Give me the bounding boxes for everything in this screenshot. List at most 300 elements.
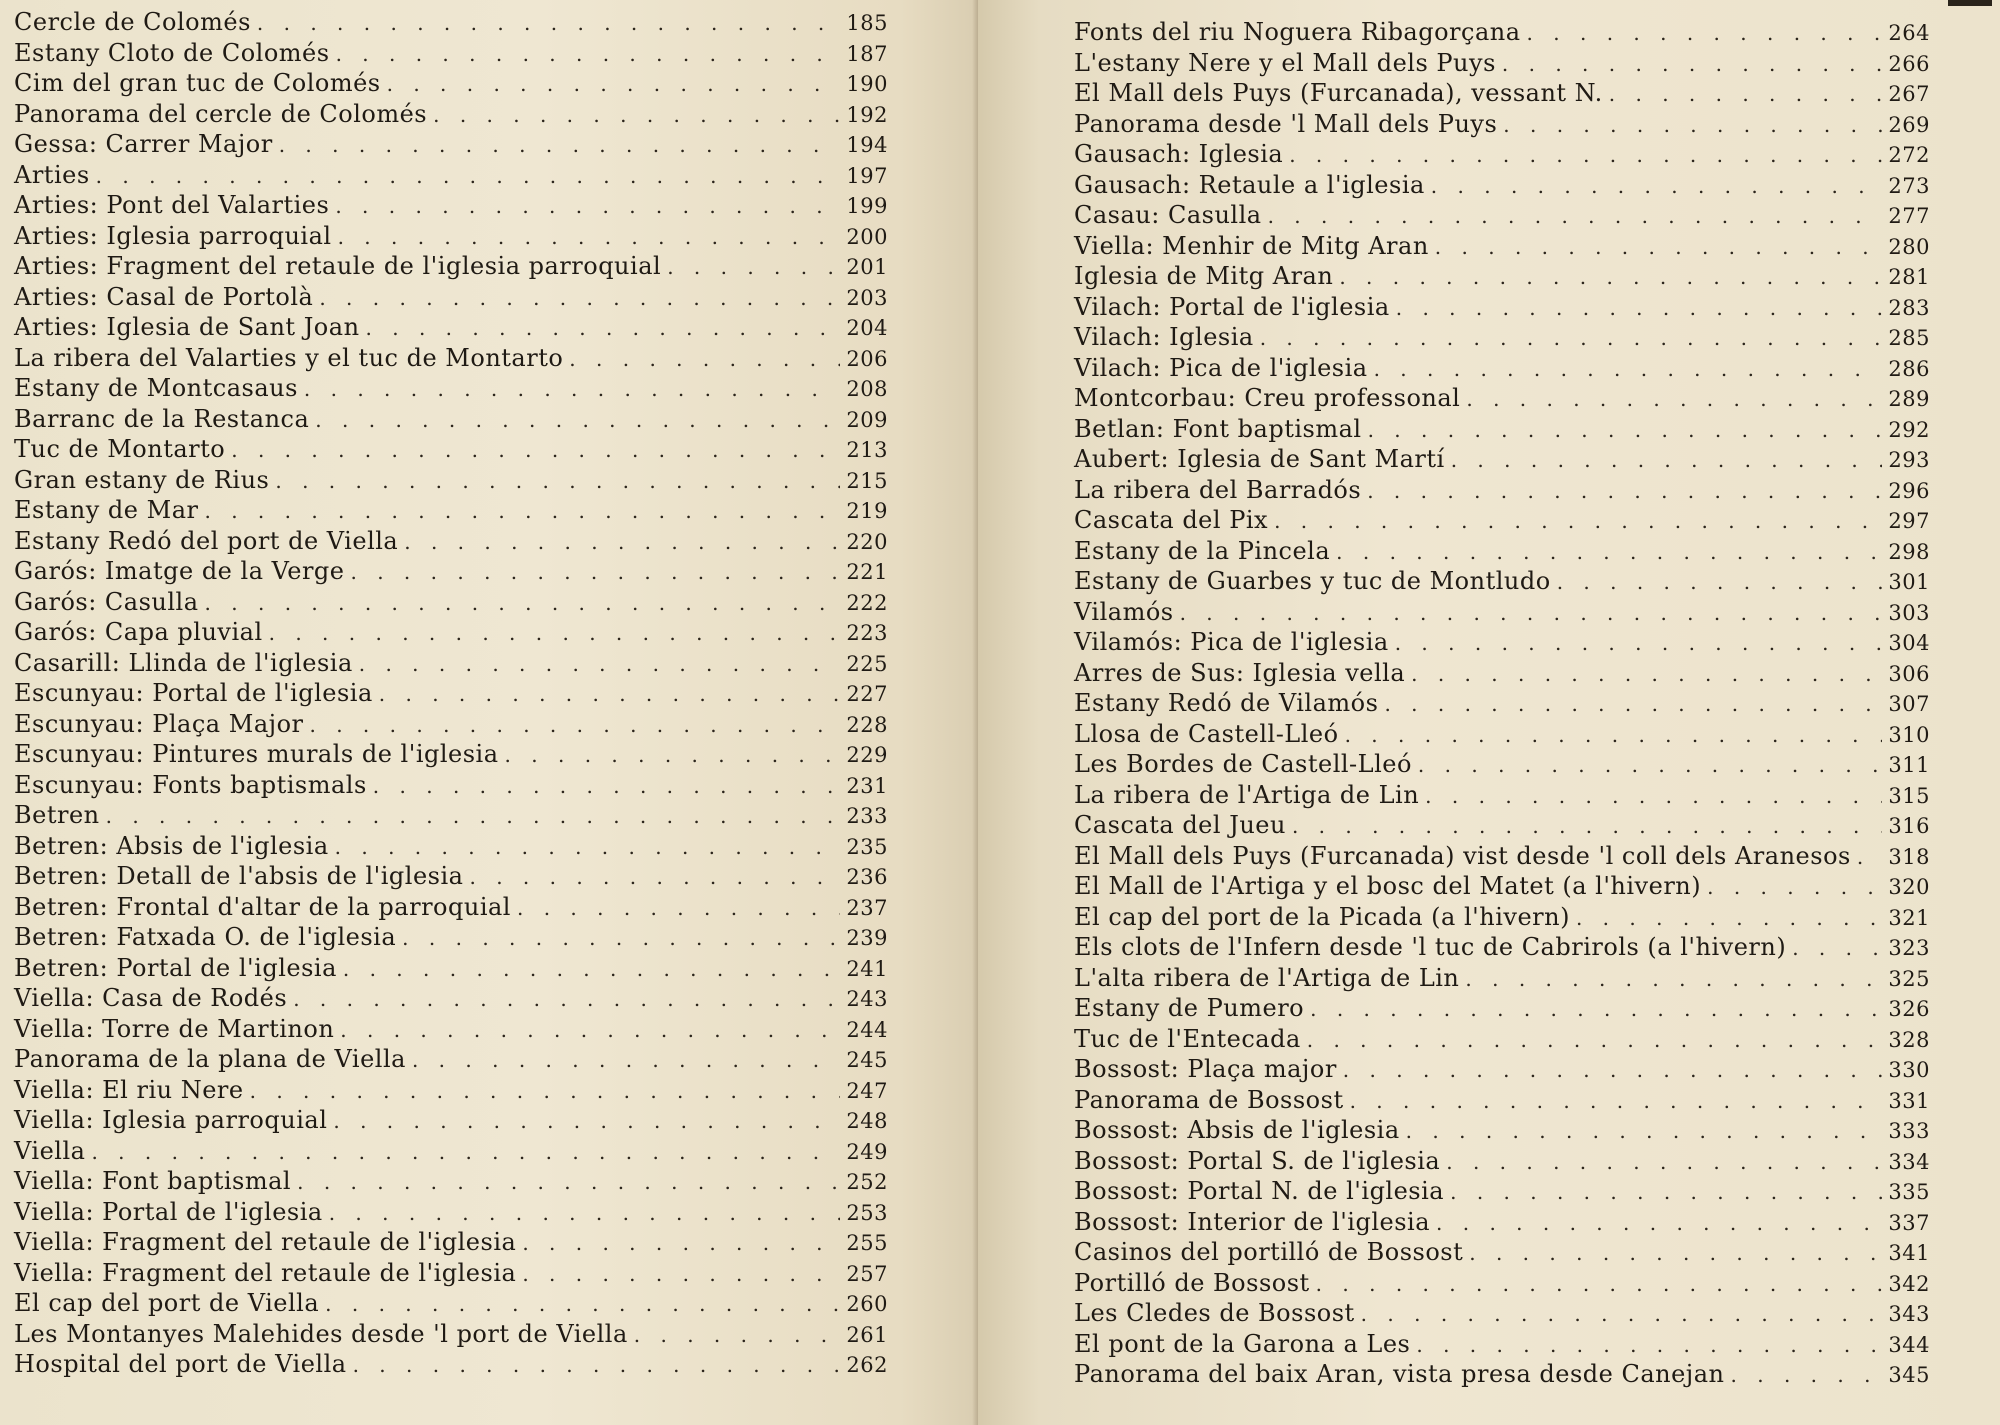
- dot-leader: [1396, 296, 1882, 320]
- entry-page-number: 331: [1888, 1088, 1930, 1113]
- dot-leader: [257, 11, 840, 35]
- entry-title: Cercle de Colomés: [14, 8, 251, 36]
- entry-title: Vilamós: [1074, 597, 1174, 626]
- toc-entry: [14, 435, 888, 466]
- dot-leader: [1180, 601, 1882, 625]
- entry-page-number: 261: [846, 1322, 888, 1347]
- toc-entry: [1074, 262, 1930, 293]
- toc-entry: [14, 740, 888, 771]
- toc-entry: [1074, 171, 1930, 202]
- dot-leader: [340, 1018, 840, 1042]
- toc-entry: [1074, 994, 1930, 1025]
- entry-page-number: 283: [1888, 295, 1930, 320]
- dot-leader: [359, 652, 840, 676]
- dot-leader: [335, 194, 840, 218]
- entry-title: L'alta ribera de l'Artiga de Lin: [1074, 963, 1460, 992]
- entry-title: Montcorbau: Creu professonal: [1074, 384, 1461, 412]
- entry-page-number: 213: [846, 438, 888, 462]
- entry-page-number: 197: [846, 163, 888, 188]
- entry-page-number: 298: [1888, 539, 1930, 564]
- entry-title: Casarill: Llinda de l'iglesia: [14, 648, 353, 677]
- corner-mark: [1948, 0, 1992, 6]
- dot-leader: [517, 896, 840, 920]
- entry-page-number: 280: [1888, 234, 1930, 259]
- toc-entry: [1074, 1055, 1930, 1086]
- toc-entry: [14, 100, 888, 131]
- dot-leader: [279, 133, 840, 157]
- dot-leader: [505, 743, 840, 767]
- dot-leader: [353, 1353, 840, 1377]
- entry-title: Escunyau: Fonts baptismals: [14, 770, 367, 799]
- toc-entry: [1074, 933, 1930, 964]
- entry-page-number: 343: [1888, 1302, 1930, 1326]
- entry-title: Gausach: Iglesia: [1074, 140, 1284, 168]
- entry-title: Vilamós: Pica de l'iglesia: [1074, 628, 1389, 656]
- toc-entry: [1074, 1147, 1930, 1178]
- dot-leader: [1503, 113, 1882, 137]
- entry-page-number: 344: [1888, 1332, 1930, 1357]
- entry-page-number: 245: [846, 1048, 888, 1072]
- toc-entry: [1074, 1299, 1930, 1330]
- entry-title: Viella: Torre de Martinon: [14, 1014, 335, 1043]
- toc-entry: [14, 1228, 888, 1259]
- entry-page-number: 303: [1888, 600, 1930, 625]
- toc-entry: [1074, 110, 1930, 141]
- entry-page-number: 272: [1888, 143, 1930, 167]
- toc-entry: [14, 1198, 888, 1229]
- dot-leader: [1576, 906, 1882, 930]
- entry-page-number: 192: [846, 102, 888, 127]
- entry-page-number: 328: [1888, 1027, 1930, 1052]
- entry-title: Arties: [14, 160, 90, 189]
- left-page: [0, 0, 978, 1425]
- dot-leader: [1336, 540, 1882, 564]
- toc-entry: [1074, 720, 1930, 751]
- entry-title: Viella: Menhir de Mitg Aran: [1074, 231, 1429, 260]
- entry-page-number: 194: [846, 133, 888, 157]
- toc-entry: [1074, 781, 1930, 812]
- entry-page-number: 235: [846, 834, 888, 859]
- toc-entry: [1074, 872, 1930, 903]
- dot-leader: [1268, 204, 1882, 228]
- toc-entry: [14, 283, 888, 314]
- entry-page-number: 335: [1888, 1180, 1930, 1204]
- entry-title: Casau: Casulla: [1074, 201, 1262, 229]
- toc-entry: [1074, 964, 1930, 995]
- dot-leader: [1418, 753, 1882, 777]
- toc-entry: [14, 496, 888, 527]
- dot-leader: [336, 42, 840, 66]
- entry-title: Gran estany de Rius: [14, 465, 270, 494]
- entry-title: Hospital del port de Viella: [14, 1350, 347, 1378]
- dot-leader: [1411, 662, 1882, 686]
- dot-leader: [1339, 265, 1882, 289]
- entry-title: Arties: Casal de Portolà: [14, 282, 314, 311]
- entry-title: Estany de Montcasaus: [14, 374, 298, 402]
- dot-leader: [412, 1048, 840, 1072]
- entry-page-number: 248: [846, 1109, 888, 1133]
- toc-entry: [1074, 506, 1930, 537]
- dot-leader: [1316, 1272, 1882, 1296]
- dot-leader: [275, 469, 840, 493]
- entry-page-number: 306: [1888, 661, 1930, 686]
- entry-page-number: 334: [1888, 1149, 1930, 1174]
- dot-leader: [1406, 1119, 1882, 1143]
- entry-title: Cascata del Jueu: [1074, 811, 1286, 839]
- entry-page-number: 304: [1888, 631, 1930, 655]
- entry-page-number: 264: [1888, 21, 1930, 45]
- dot-leader: [1527, 21, 1882, 45]
- entry-title: Les Montanyes Malehides desde 'l port de Viella: [14, 1319, 628, 1348]
- dot-leader: [205, 591, 840, 615]
- toc-entry: [14, 1137, 888, 1168]
- toc-entry: [1074, 567, 1930, 598]
- entry-title: Garós: Imatge de la Verge: [14, 557, 345, 585]
- entry-page-number: 318: [1888, 844, 1930, 869]
- entry-page-number: 321: [1888, 905, 1930, 930]
- toc-entry: [14, 984, 888, 1015]
- entry-title: Arres de Sus: Iglesia vella: [1074, 658, 1406, 687]
- dot-leader: [310, 713, 841, 737]
- dot-leader: [1384, 692, 1882, 716]
- entry-title: Vilach: Iglesia: [1074, 323, 1254, 351]
- entry-page-number: 255: [846, 1231, 888, 1255]
- entry-page-number: 200: [846, 224, 888, 249]
- dot-leader: [1374, 357, 1882, 381]
- dot-leader: [343, 957, 840, 981]
- entry-page-number: 273: [1888, 173, 1930, 198]
- toc-entry: [14, 801, 888, 832]
- entry-title: Arties: Iglesia parroquial: [14, 221, 332, 250]
- entry-title: Arties: Iglesia de Sant Joan: [14, 313, 360, 341]
- toc-entry: [14, 923, 888, 954]
- entry-title: Bossost: Portal S. de l'iglesia: [1074, 1146, 1441, 1175]
- toc-entry: [14, 1350, 888, 1381]
- toc-entry: [14, 69, 888, 100]
- toc-entry: [1074, 842, 1930, 873]
- dot-leader: [1502, 52, 1882, 76]
- toc-entry: [1074, 689, 1930, 720]
- entry-title: Panorama de la plana de Viella: [14, 1045, 406, 1073]
- dot-leader: [1310, 997, 1882, 1021]
- entry-title: L'estany Nere y el Mall dels Puys: [1074, 48, 1496, 77]
- dot-leader: [1857, 845, 1882, 869]
- dot-leader: [315, 408, 840, 432]
- toc-entry: [14, 1259, 888, 1290]
- dot-leader: [338, 225, 840, 249]
- dot-leader: [1395, 631, 1882, 655]
- dot-leader: [250, 1079, 840, 1103]
- entry-title: Vilach: Portal de l'iglesia: [1074, 292, 1390, 321]
- toc-entry: [1074, 415, 1930, 446]
- dot-leader: [634, 1323, 840, 1347]
- dot-leader: [387, 72, 840, 96]
- dot-leader: [297, 1170, 840, 1194]
- entry-page-number: 228: [846, 712, 888, 737]
- entry-page-number: 320: [1888, 875, 1930, 899]
- entry-title: Llosa de Castell-Lleó: [1074, 719, 1339, 748]
- entry-title: Viella: Fragment del retaule de l'iglesia: [14, 1258, 517, 1287]
- dot-leader: [1260, 326, 1882, 350]
- toc-entry: [14, 252, 888, 283]
- entry-title: Viella: Casa de Rodés: [14, 984, 288, 1012]
- toc-entry: [1074, 1360, 1930, 1391]
- toc-entry: [14, 39, 888, 70]
- entry-title: Betren: Frontal d'altar de la parroquial: [14, 892, 511, 921]
- toc-entry: [1074, 659, 1930, 690]
- entry-title: Escunyau: Plaça Major: [14, 709, 304, 738]
- entry-page-number: 269: [1888, 112, 1930, 137]
- toc-entry: [1074, 232, 1930, 263]
- toc-entry: [14, 344, 888, 375]
- entry-title: Els clots de l'Infern desde 'l tuc de Cabrirols (a l'hivern): [1074, 933, 1787, 961]
- toc-entry: [14, 1106, 888, 1137]
- entry-title: Betren: Detall de l'absis de l'iglesia: [14, 862, 464, 890]
- toc-entry: [14, 466, 888, 497]
- entry-title: La ribera del Valarties y el tuc de Montarto: [14, 343, 564, 372]
- entry-page-number: 333: [1888, 1119, 1930, 1143]
- entry-page-number: 227: [846, 682, 888, 706]
- toc-entry: [14, 710, 888, 741]
- entry-title: La ribera de l'Artiga de Lin: [1074, 780, 1420, 809]
- right-entry-list: [1074, 18, 1930, 1391]
- toc-entry: [1074, 79, 1930, 110]
- entry-title: Tuc de Montarto: [14, 435, 226, 463]
- toc-entry: [14, 771, 888, 802]
- entry-page-number: 257: [846, 1261, 888, 1286]
- dot-leader: [1431, 174, 1882, 198]
- dot-leader: [433, 103, 840, 127]
- entry-title: El cap del port de la Picada (a l'hivern): [1074, 902, 1570, 931]
- toc-entry: [1074, 201, 1930, 232]
- toc-entry: [1074, 1208, 1930, 1239]
- toc-entry: [1074, 1025, 1930, 1056]
- toc-entry: [14, 862, 888, 893]
- entry-title: Estany de Mar: [14, 496, 199, 524]
- entry-title: Panorama de Bossost: [1074, 1085, 1344, 1114]
- toc-entry: [1074, 750, 1930, 781]
- toc-entry: [14, 679, 888, 710]
- entry-page-number: 187: [846, 41, 888, 66]
- entry-page-number: 342: [1888, 1271, 1930, 1296]
- dot-leader: [522, 1262, 840, 1286]
- entry-page-number: 199: [846, 194, 888, 218]
- left-entry-list: [14, 8, 888, 1381]
- entry-page-number: 204: [846, 316, 888, 340]
- toc-entry: [14, 161, 888, 192]
- toc-entry: [14, 954, 888, 985]
- entry-title: Viella: Iglesia parroquial: [14, 1106, 328, 1134]
- entry-title: Les Cledes de Bossost: [1074, 1299, 1355, 1327]
- toc-entry: [1074, 293, 1930, 324]
- entry-title: Panorama del cercle de Colomés: [14, 99, 428, 128]
- toc-entry: [14, 1015, 888, 1046]
- toc-entry: [1074, 445, 1930, 476]
- entry-page-number: 249: [846, 1139, 888, 1164]
- entry-page-number: 241: [846, 956, 888, 981]
- entry-page-number: 247: [846, 1078, 888, 1103]
- dot-leader: [1345, 723, 1882, 747]
- dot-leader: [522, 1231, 840, 1255]
- entry-title: Bossost: Portal N. de l'iglesia: [1074, 1177, 1445, 1205]
- dot-leader: [269, 621, 840, 645]
- toc-entry: [1074, 1086, 1930, 1117]
- entry-title: Viella: Portal de l'iglesia: [14, 1197, 323, 1226]
- dot-leader: [569, 347, 840, 371]
- toc-entry: [1074, 811, 1930, 842]
- entry-title: Betren: [14, 801, 100, 829]
- entry-page-number: 222: [846, 590, 888, 615]
- toc-entry: [14, 8, 888, 39]
- entry-title: Iglesia de Mitg Aran: [1074, 262, 1334, 290]
- entry-title: Cascata del Pix: [1074, 506, 1269, 534]
- entry-page-number: 220: [846, 529, 888, 554]
- entry-title: Portilló de Bossost: [1074, 1268, 1310, 1297]
- dot-leader: [1307, 1028, 1882, 1052]
- entry-page-number: 243: [846, 987, 888, 1011]
- entry-page-number: 236: [846, 865, 888, 889]
- entry-page-number: 337: [1888, 1210, 1930, 1235]
- entry-page-number: 311: [1888, 753, 1930, 777]
- toc-entry: [14, 130, 888, 161]
- dot-leader: [329, 1201, 840, 1225]
- entry-page-number: 316: [1888, 814, 1930, 838]
- entry-title: Estany Redó del port de Viella: [14, 526, 399, 555]
- entry-page-number: 233: [846, 804, 888, 828]
- dot-leader: [1451, 448, 1882, 472]
- entry-title: Tuc de l'Entecada: [1074, 1024, 1301, 1053]
- entry-page-number: 297: [1888, 509, 1930, 533]
- dot-leader: [1343, 1058, 1882, 1082]
- entry-title: Barranc de la Restanca: [14, 404, 310, 433]
- dot-leader: [366, 316, 840, 340]
- dot-leader: [91, 1140, 840, 1164]
- entry-title: Garós: Casulla: [14, 587, 199, 616]
- entry-page-number: 285: [1888, 326, 1930, 350]
- dot-leader: [325, 1292, 840, 1316]
- entry-title: Viella: El riu Nere: [14, 1075, 244, 1104]
- entry-page-number: 267: [1888, 82, 1930, 106]
- toc-entry: [14, 1076, 888, 1107]
- entry-page-number: 239: [846, 926, 888, 950]
- entry-title: Estany de la Pincela: [1074, 536, 1331, 565]
- dot-leader: [1274, 509, 1882, 533]
- entry-page-number: 253: [846, 1200, 888, 1225]
- entry-page-number: 281: [1888, 265, 1930, 289]
- entry-page-number: 301: [1888, 570, 1930, 594]
- toc-entry: [1074, 140, 1930, 171]
- dot-leader: [667, 255, 840, 279]
- toc-entry: [14, 1045, 888, 1076]
- entry-title: Estany Cloto de Colomés: [14, 38, 330, 67]
- entry-page-number: 244: [846, 1017, 888, 1042]
- dot-leader: [1436, 1211, 1882, 1235]
- toc-entry: [1074, 354, 1930, 385]
- entry-title: Arties: Pont del Valarties: [14, 191, 330, 219]
- entry-title: Escunyau: Portal de l'iglesia: [14, 679, 373, 707]
- entry-page-number: 325: [1888, 966, 1930, 991]
- toc-entry: [1074, 49, 1930, 80]
- dot-leader: [351, 560, 841, 584]
- entry-title: Fonts del riu Noguera Ribagorçana: [1074, 18, 1521, 46]
- toc-entry: [14, 618, 888, 649]
- entry-page-number: 223: [846, 621, 888, 645]
- entry-page-number: 326: [1888, 997, 1930, 1021]
- dot-leader: [1367, 479, 1882, 503]
- dot-leader: [304, 377, 840, 401]
- dot-leader: [402, 926, 840, 950]
- dot-leader: [335, 835, 840, 859]
- dot-leader: [1292, 814, 1882, 838]
- dot-leader: [1466, 387, 1882, 411]
- dot-leader: [469, 865, 840, 889]
- dot-leader: [1368, 418, 1882, 442]
- entry-title: Betren: Absis de l'iglesia: [14, 831, 329, 860]
- entry-title: Viella: Font baptismal: [14, 1167, 292, 1195]
- toc-entry: [1074, 598, 1930, 629]
- entry-page-number: 206: [846, 346, 888, 371]
- entry-title: Aubert: Iglesia de Sant Martí: [1074, 445, 1445, 473]
- toc-entry: [14, 832, 888, 863]
- toc-entry: [14, 649, 888, 680]
- entry-title: Bossost: Absis de l'iglesia: [1074, 1116, 1400, 1144]
- dot-leader: [1731, 1363, 1882, 1387]
- dot-leader: [1609, 82, 1882, 106]
- entry-page-number: 345: [1888, 1363, 1930, 1387]
- dot-leader: [231, 438, 840, 462]
- entry-title: El Mall de l'Artiga y el bosc del Matet (a l'hivern): [1074, 872, 1702, 900]
- toc-entry: [1074, 476, 1930, 507]
- entry-title: Betren: Portal de l'iglesia: [14, 953, 337, 982]
- toc-entry: [14, 191, 888, 222]
- entry-title: El Mall dels Puys (Furcanada) vist desde 'l coll dels Aranesos: [1074, 841, 1851, 870]
- dot-leader: [1416, 1333, 1882, 1357]
- entry-page-number: 203: [846, 285, 888, 310]
- toc-entry: [1074, 1330, 1930, 1361]
- entry-title: Casinos del portilló de Bossost: [1074, 1238, 1464, 1266]
- entry-title: La ribera del Barradós: [1074, 475, 1362, 504]
- entry-page-number: 185: [846, 11, 888, 35]
- entry-page-number: 260: [846, 1292, 888, 1316]
- toc-entry: [14, 1289, 888, 1320]
- entry-page-number: 231: [846, 773, 888, 798]
- entry-page-number: 262: [846, 1353, 888, 1377]
- toc-entry: [1074, 323, 1930, 354]
- toc-entry: [1074, 1269, 1930, 1300]
- dot-leader: [379, 682, 840, 706]
- entry-page-number: 323: [1888, 936, 1930, 960]
- entry-page-number: 315: [1888, 783, 1930, 808]
- toc-entry: [14, 1320, 888, 1351]
- dot-leader: [319, 286, 840, 310]
- dot-leader: [106, 804, 840, 828]
- entry-title: Viella: Fragment del retaule de l'iglesia: [14, 1228, 517, 1256]
- entry-page-number: 341: [1888, 1241, 1930, 1265]
- toc-entry: [1074, 1177, 1930, 1208]
- entry-title: Cim del gran tuc de Colomés: [14, 69, 381, 97]
- dot-leader: [1469, 1241, 1882, 1265]
- entry-title: Gausach: Retaule a l'iglesia: [1074, 170, 1425, 199]
- entry-title: Betren: Fatxada O. de l'iglesia: [14, 923, 397, 951]
- toc-entry: [1074, 18, 1930, 49]
- dot-leader: [1350, 1089, 1882, 1113]
- dot-leader: [1707, 875, 1882, 899]
- entry-page-number: 225: [846, 651, 888, 676]
- entry-title: El Mall dels Puys (Furcanada), vessant N.: [1074, 79, 1603, 107]
- toc-entry: [14, 527, 888, 558]
- entry-title: Garós: Capa pluvial: [14, 618, 263, 646]
- entry-page-number: 289: [1888, 387, 1930, 411]
